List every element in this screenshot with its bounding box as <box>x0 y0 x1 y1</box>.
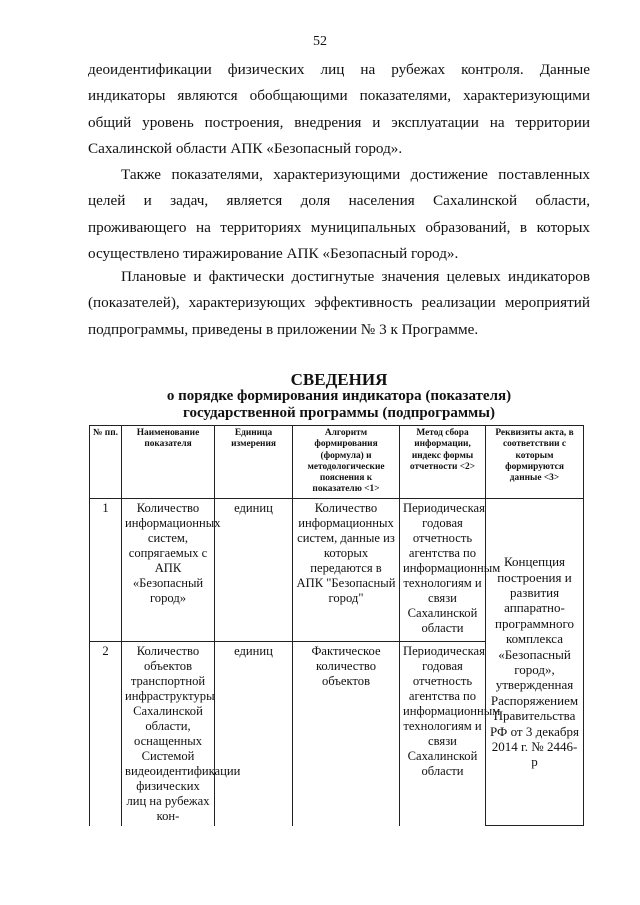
collection-method: Периодическая годовая отчетность агентства по информационным технологиям и связи Сахалинской области <box>400 498 486 641</box>
row-number: 2 <box>90 641 122 826</box>
act-requisites: Концепция построения и развития аппаратно-программного комплекса «Безопасный город», утвержденная Распоряжением Правительства РФ от 3 декабря 2014 г. № 2446-р <box>486 498 584 826</box>
algorithm: Фактическое количество объектов <box>293 641 400 826</box>
unit: единиц <box>215 498 293 641</box>
section-title: СВЕДЕНИЯ <box>290 370 388 389</box>
header-act-requisites: Реквизиты акта, в соответствии с которым формируются данные <3> <box>486 426 584 499</box>
row-number: 1 <box>90 498 122 641</box>
header-collection-method: Метод сбора информации, индекс формы отчетности <2> <box>400 426 486 499</box>
algorithm: Количество информационных систем, данные из которых передаются в АПК "Безопасный город" <box>293 498 400 641</box>
paragraph-3: Плановые и фактически достигнутые значения целевых индикаторов (показателей), характеризующих эффективность реализации мероприятий подпрограммы, приведены в приложении № 3 к Программе. <box>88 268 590 338</box>
header-unit: Единица измерения <box>215 426 293 499</box>
section-subtitle-line1: о порядке формирования индикатора (показателя) <box>166 388 512 404</box>
paragraph-2: Также показателями, характеризующими достижение поставленных целей и задач, является доля населения Сахалинской области, проживающего на территориях муниципальных образований, в которых осуществлено тиражирование АПК «Безопасный город». <box>88 166 590 262</box>
table-row <box>90 498 584 641</box>
collection-method: Периодическая годовая отчетность агентства по информационным технологиям и связи Сахалинской области <box>400 641 486 826</box>
header-number: № пп. <box>90 426 122 499</box>
paragraph-1: деоидентификации физических лиц на рубежах контроля. Данные индикаторы являются обобщающими показателями, характеризующими общий уровень построения, внедрения и эксплуатации на территории Сахалинской области АПК «Безопасный город». <box>88 61 590 157</box>
table-header-row <box>90 426 584 499</box>
header-indicator-name: Наименование показателя <box>122 426 215 499</box>
section-subtitle-line2: государственной программы (подпрограммы) <box>183 405 495 421</box>
page-number: 52 <box>313 34 327 49</box>
indicator-name: Количество информационных систем, сопрягаемых с АПК «Безопасный город» <box>122 498 215 641</box>
header-algorithm: Алгоритм формирования (формула) и методологические пояснения к показателю <1> <box>293 426 400 499</box>
indicator-table <box>89 425 584 826</box>
unit: единиц <box>215 641 293 826</box>
indicator-name: Количество объектов транспортной инфраструктуры Сахалинской области, оснащенных Системой видеоидентификации физических лиц на рубежах кон- <box>122 641 215 826</box>
